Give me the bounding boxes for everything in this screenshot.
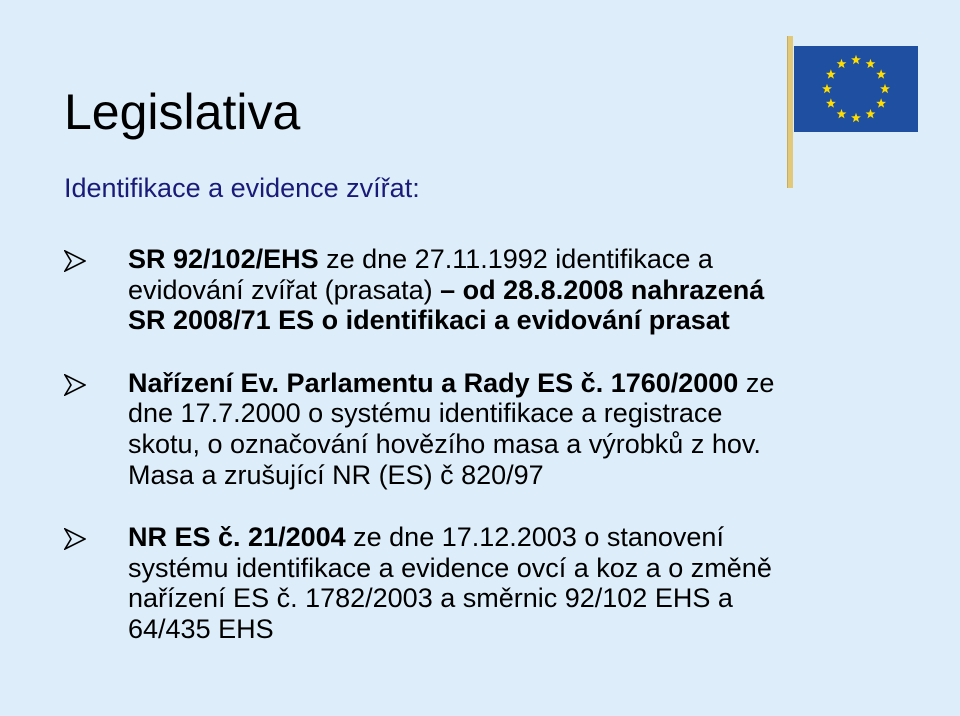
regulation-ref: SR 92/102/EHS <box>128 244 319 274</box>
bullet-line: skotu, o označování hovězího masa a výrobků z hov. <box>128 428 761 459</box>
regulation-ref: NR ES č. 21/2004 <box>128 522 346 553</box>
bullet-item-sr-92-102 <box>64 244 924 336</box>
bullet-text: ze dne 27.11.1992 identifikace a <box>318 244 713 274</box>
bullet-text-bold: SR 2008/71 ES o identifikaci a evidování prasat <box>128 305 730 336</box>
bullet-line: systému identifikace a evidence ovcí a koz a o změně <box>128 552 772 583</box>
bullet-line: nařízení ES č. 1782/2003 a směrnic 92/102 EHS a <box>128 583 733 614</box>
bullet-list <box>64 244 924 645</box>
bullet-line <box>128 275 924 306</box>
bullet-text: ze dne 17.12.2003 o stanovení <box>345 522 724 553</box>
bullet-item-nr-21-2004 <box>64 522 924 644</box>
regulation-ref: Nařízení Ev. Parlamentu a Rady ES č. 1760/2000 <box>128 367 739 398</box>
bullet-line <box>128 368 924 399</box>
bullet-text: evidování zvířat (prasata) <box>128 274 441 305</box>
bullet-line <box>128 522 924 553</box>
slide-title: Legislativa <box>64 84 301 140</box>
slide-subtitle: Identifikace a evidence zvířat: <box>64 173 420 203</box>
bullet-item-nr-1760-2000 <box>64 368 924 490</box>
arrowhead-outline-icon <box>64 374 86 396</box>
arrowhead-outline-icon <box>64 250 86 272</box>
bullet-text: ze <box>738 367 775 398</box>
bullet-line: 64/435 EHS <box>128 613 274 644</box>
bullet-text-bold: – od 28.8.2008 nahrazená <box>440 274 765 305</box>
bullet-line <box>128 244 924 275</box>
eu-flag-icon <box>794 46 918 132</box>
arrowhead-outline-icon <box>64 528 86 550</box>
bullet-line: Masa a zrušující NR (ES) č 820/97 <box>128 459 544 490</box>
bullet-line <box>128 305 924 336</box>
bullet-line: dne 17.7.2000 o systému identifikace a registrace <box>128 398 723 429</box>
flag-pole <box>787 36 793 188</box>
